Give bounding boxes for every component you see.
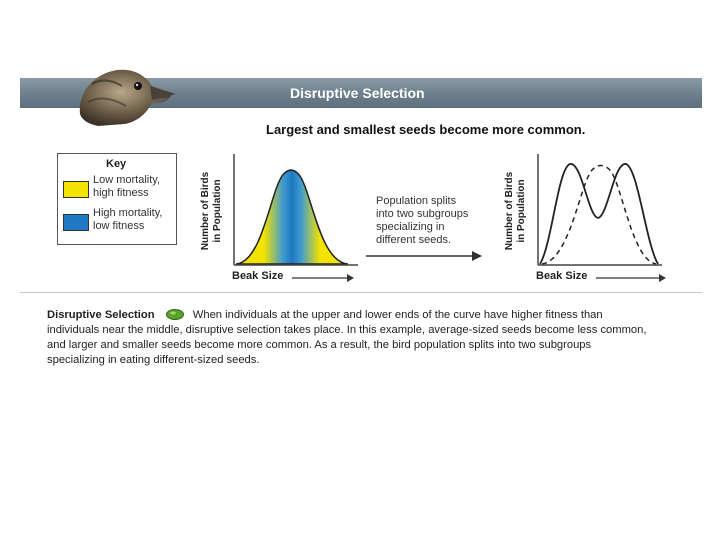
finch-head-icon: [72, 64, 182, 126]
left-population-plot: [232, 154, 358, 266]
left-plot-ylabel: Number of Birds in Population: [200, 171, 223, 251]
caption-title: Disruptive Selection: [47, 309, 155, 321]
beak-size-distribution-curve: [236, 170, 348, 264]
transition-arrow-icon: [366, 250, 482, 262]
key-legend: [57, 153, 177, 245]
caption-text: When individuals at the upper and lower ends of the curve have higher fitness than individuals near the middle, disruptive selection takes place. In this example, average-sized seeds become less common, and larger and smaller seeds become more common. As a result, the bird population splits into two subgroups specializing in eating different-sized seeds.: [47, 309, 647, 366]
right-xaxis-arrow-icon: [596, 273, 666, 283]
population-split-text: Population splits into two subgroups specializing in different seeds.: [376, 195, 469, 246]
left-plot-xlabel: Beak Size: [232, 270, 284, 282]
left-xaxis-arrow-icon: [292, 273, 354, 283]
right-plot-ylabel: Number of Birds in Population: [504, 171, 527, 251]
bimodal-distribution-curve: [540, 164, 658, 264]
disruptive-selection-figure: [20, 78, 702, 293]
figure-title: Disruptive Selection: [290, 85, 425, 101]
key-title: Key: [106, 158, 127, 170]
figure-subtitle: Largest and smallest seeds become more common.: [266, 122, 586, 137]
original-distribution-curve: [542, 166, 656, 265]
right-population-plot: [536, 154, 662, 266]
high-mortality-label: High mortality, low fitness: [93, 207, 163, 232]
green-globe-icon[interactable]: [166, 309, 184, 320]
high-mortality-swatch: [63, 214, 89, 231]
low-mortality-swatch: [63, 181, 89, 198]
right-plot-xlabel: Beak Size: [536, 270, 588, 282]
low-mortality-label: Low mortality, high fitness: [93, 174, 161, 199]
figure-caption: [47, 308, 647, 368]
